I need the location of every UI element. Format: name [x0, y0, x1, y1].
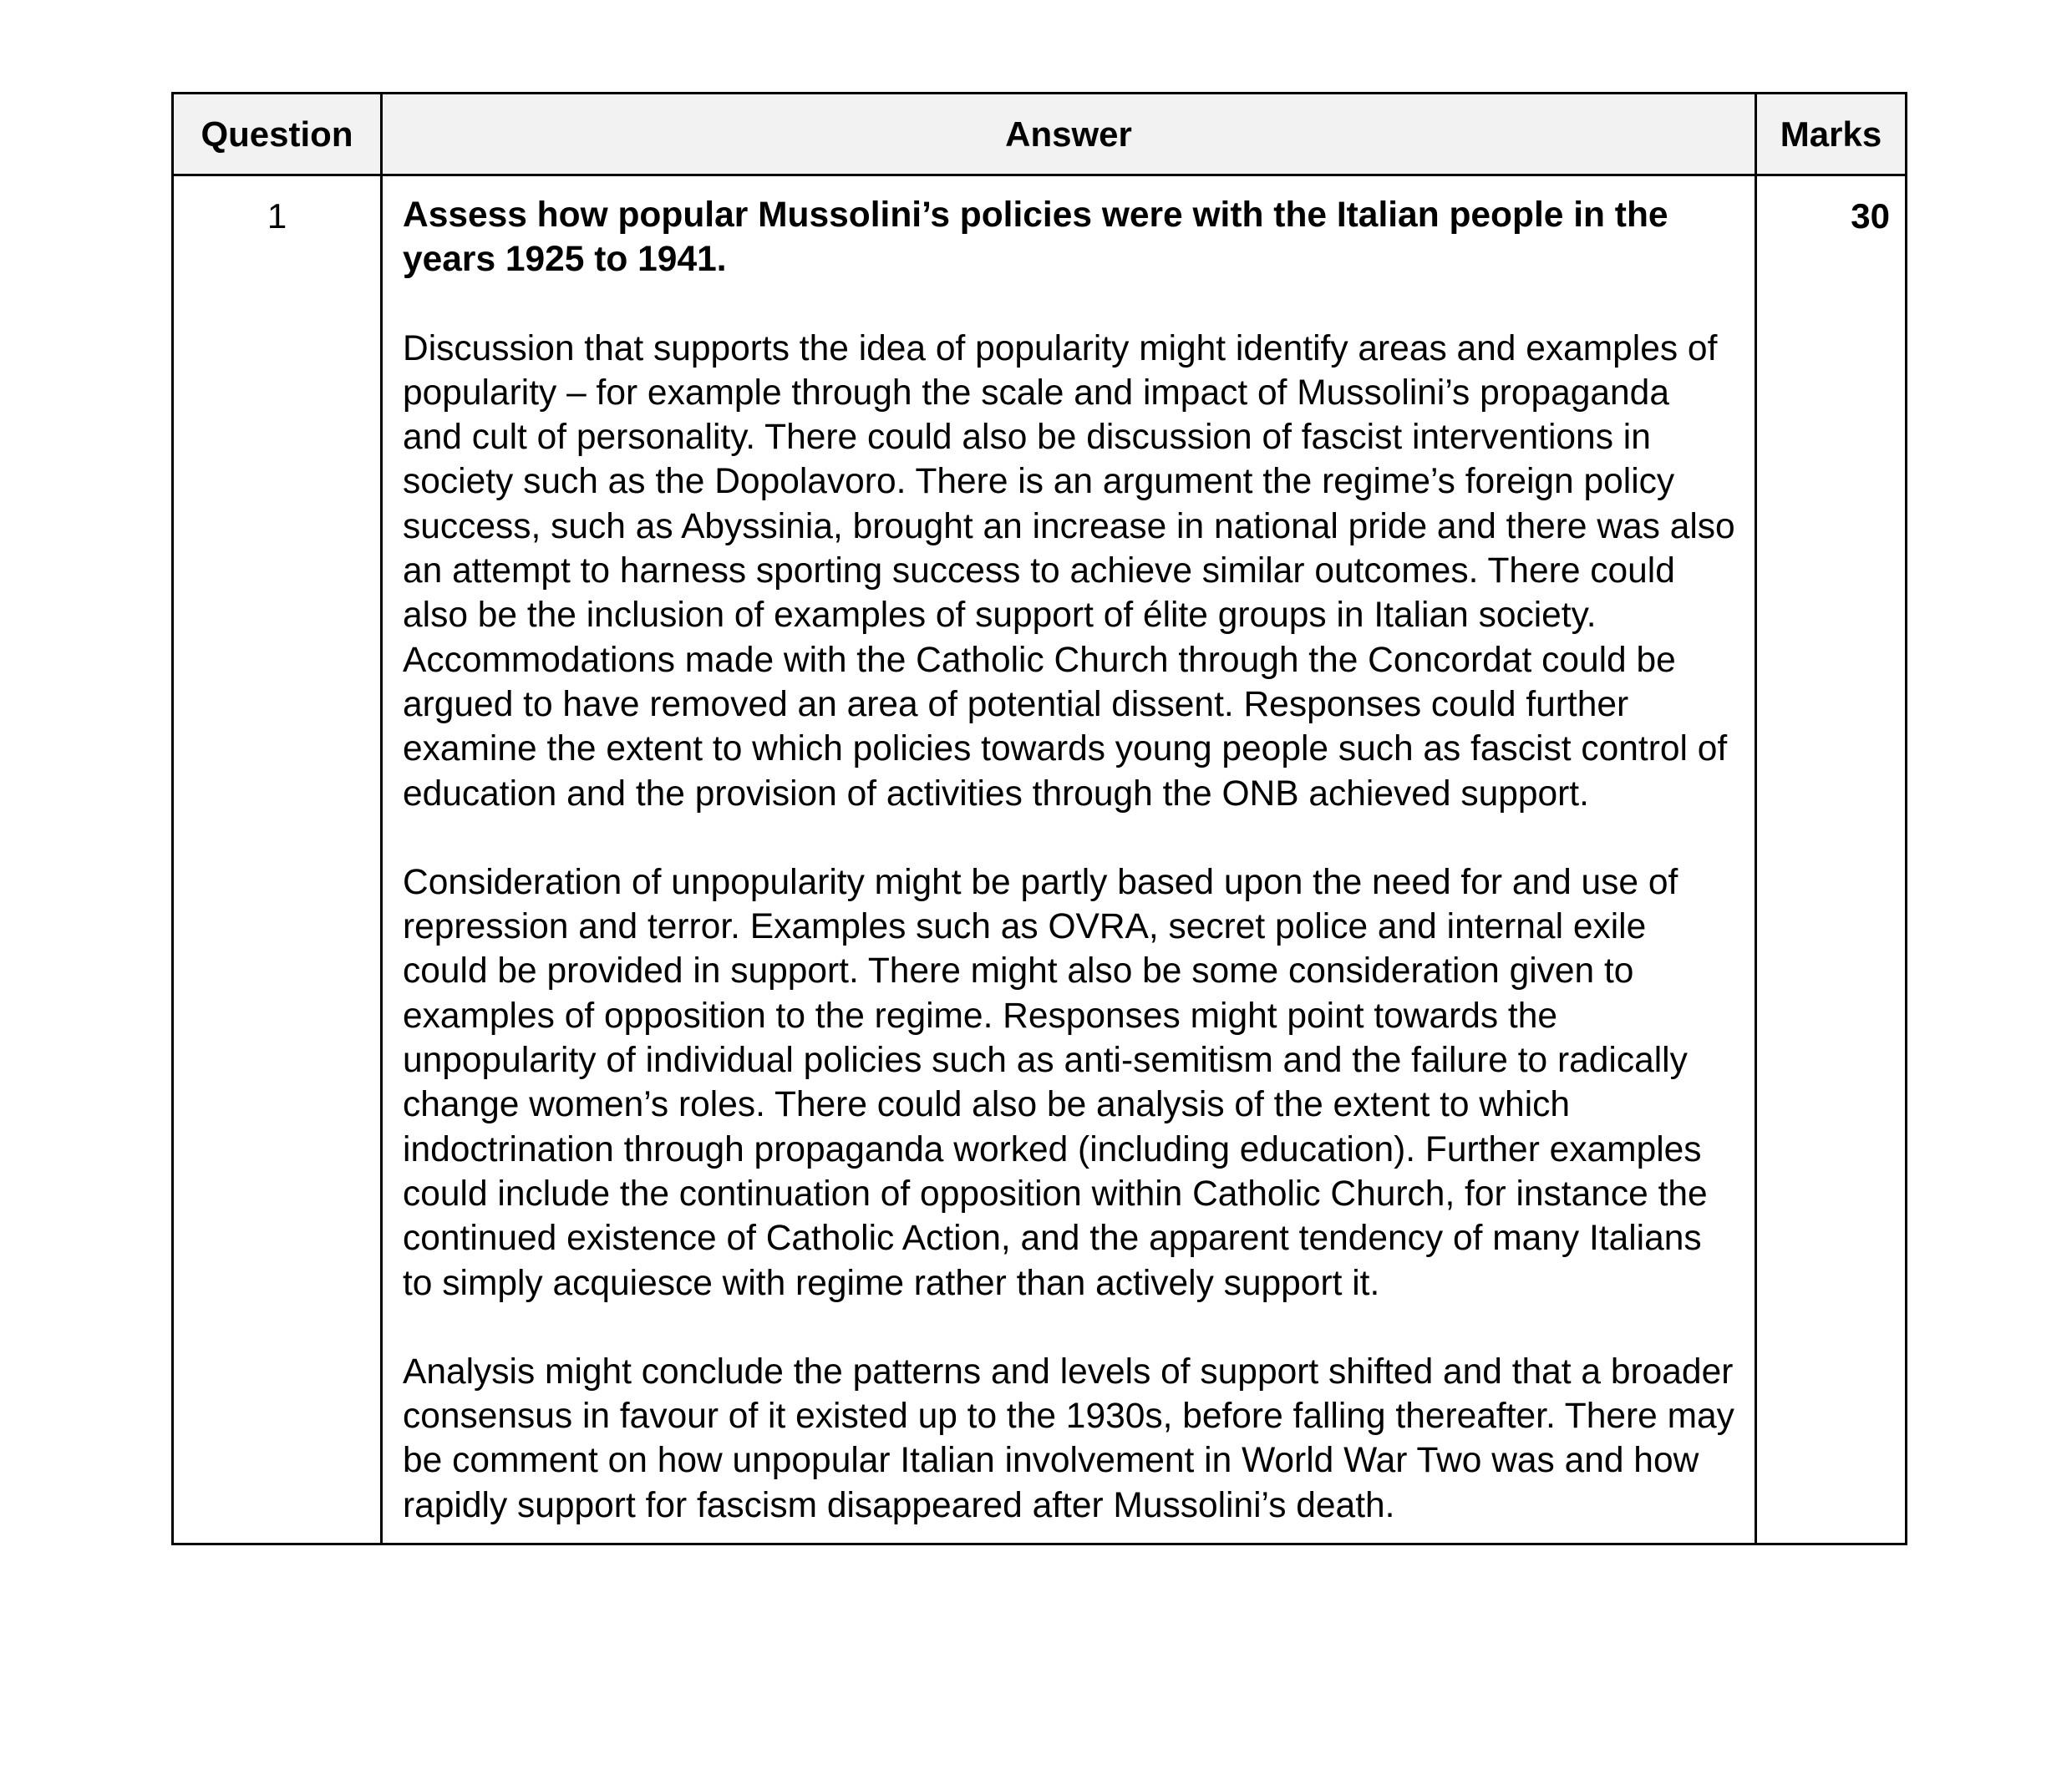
table-body [173, 175, 1907, 1544]
header-answer: Answer [382, 94, 1756, 175]
answer-paragraph-conclusion: Analysis might conclude the patterns and levels of support shifted and that a broader consensus in favour of it existed up to the 1930s, before falling thereafter. There may be comment on how unpopular Italian involvement in World War Two was and how rapidly support for fascism disappeared after Mussolini’s death. [403, 1352, 1734, 1525]
question-text: Assess how popular Mussolini’s policies were with the Italian people in the years 1925 to 1941. [403, 195, 1668, 280]
header-question: Question [173, 94, 382, 175]
table-row [173, 175, 1907, 1544]
answer-paragraph-popularity: Discussion that supports the idea of popularity might identify areas and examples of popularity – for example through the scale and impact of Mussolini’s propaganda and cult of personality. There could also be discussion of fascist interventions in society such as the Dopolavoro. There is an argument the regime’s foreign policy success, such as Abyssinia, brought an increase in national pride and there was also an attempt to harness sporting success to achieve similar outcomes. There could also be the inclusion of examples of support of élite groups in Italian society. Accommodations made with the Catholic Church through the Concordat could be argued to have removed an area of potential dissent. Responses could further examine the extent to which policies towards young people such as fascist control of education and the provision of activities through the ONB achieved support. [403, 328, 1735, 814]
answer-cell [382, 175, 1756, 1544]
mark-scheme-table [171, 92, 1907, 1545]
question-number-cell: 1 [173, 175, 382, 1544]
table-header [173, 94, 1907, 175]
answer-paragraph-unpopularity: Consideration of unpopularity might be partly based upon the need for and use of repression and terror. Examples such as OVRA, secret police and internal exile could be provided in support. There might also be some consideration given to examples of opposition to the regime. Responses might point towards the unpopularity of individual policies such as anti-semitism and the failure to radically change women’s roles. There could also be analysis of the extent to which indoctrination through propaganda worked (including education). Further examples could include the continuation of opposition within Catholic Church, for instance the continued existence of Catholic Action, and the apparent tendency of many Italians to simply acquiesce with regime rather than actively support it. [403, 862, 1708, 1303]
header-row [173, 94, 1907, 175]
header-marks: Marks [1756, 94, 1907, 175]
marks-cell: 30 [1756, 175, 1907, 1544]
